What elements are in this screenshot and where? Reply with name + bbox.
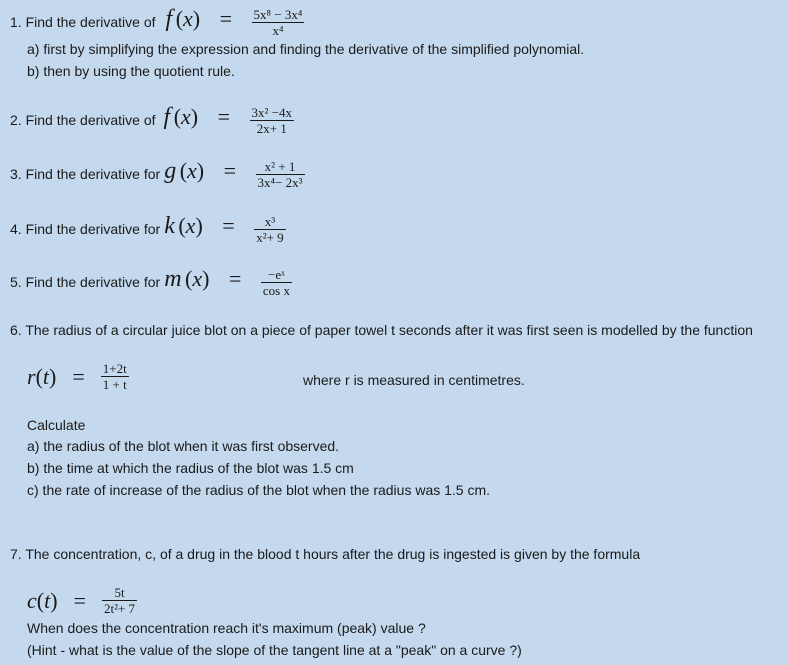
fraction [102,585,137,616]
function-variable: x [183,6,193,31]
question-2 [10,104,294,136]
fraction-denominator: 1 + t [102,377,127,392]
question-5 [10,266,292,298]
question-4 [10,213,286,245]
question-1-part-a: a) first by simplifying the expression and finding the derivative of the simplified polynomial. [27,41,585,57]
question-6-calculate: Calculate [27,417,86,433]
question-1-formula: f (x) = $\frac{\text{5x⁸ − 3x⁴}}{\text{x⁴}}$ [165,6,303,39]
question-6-formula: r ( t ) = $\frac{1+2t}{1 + t}$ [27,361,127,392]
question-3-formula: g (x) = $\frac{\text{x² + 1}}{\text{3x⁴− 2x³}}$ [164,158,303,191]
fraction-numerator: 1+2t [102,361,127,376]
question-6-part-b: b) the time at which the radius of the blot was 1.5 cm [27,460,354,476]
function-variable: x [181,104,191,129]
question-2-formula: f (x) = $\frac{\text{3x² −4x}}{2x+ 1}$ [163,104,293,137]
fraction [256,159,305,190]
question-1-prompt: 1. Find the derivative of [10,14,156,31]
question-1 [10,6,304,38]
function-variable: t [42,363,50,389]
question-3 [10,158,305,190]
fraction-numerator: −eˣ [267,267,285,283]
question-6-unit-note: where r is measured in centimetres. [303,372,525,388]
fraction [254,214,285,245]
question-3-prompt: 3. Find the derivative for [10,166,161,183]
fraction-denominator: x⁴ [272,23,284,39]
question-6-intro: 6. The radius of a circular juice blot on a piece of paper towel t seconds after it was first seen is modelled by the function [10,322,753,338]
question-7-intro: 7. The concentration, c, of a drug in the blood t hours after the drug is ingested is given by the formula [10,546,641,562]
question-1-part-b: b) then by using the quotient rule. [27,63,235,79]
fraction-numerator: x² + 1 [264,159,296,175]
function-name: f [163,104,171,130]
function-variable: x [185,213,196,238]
fraction-denominator: cos x [262,283,290,299]
question-4-formula: k (x) = $\frac{\text{x³}}{\text{x²+ 9}}$ [164,213,284,246]
question-7-question: When does the concentration reach it's maximum (peak) value ? [27,620,426,636]
question-6-part-c: c) the rate of increase of the radius of the blot when the radius was 1.5 cm. [27,482,491,498]
question-6-part-a: a) the radius of the blot when it was first observed. [27,438,340,454]
function-name: k [164,213,175,239]
fraction [261,267,292,298]
function-variable: x [187,158,197,183]
function-name: f [165,6,173,32]
question-7-formula: c ( t ) = $\frac{5t}{\text{2t²+ 7}}$ [27,585,136,616]
question-5-formula: m (x) = $\frac{\text{−eˣ}}{\text{cos x}}$ [164,266,290,299]
fraction-denominator: 2x+ 1 [256,121,287,137]
function-name: c [27,587,37,613]
fraction-numerator: 5t [114,585,125,600]
fraction-numerator: 3x² −4x [251,105,293,121]
fraction-denominator: 2t²+ 7 [103,601,136,616]
fraction-denominator: x²+ 9 [256,230,284,246]
fraction-denominator: 3x⁴− 2x³ [257,175,303,191]
function-variable: t [44,587,51,613]
question-4-prompt: 4. Find the derivative for [10,221,161,238]
function-name: g [164,158,177,184]
function-variable: x [192,266,203,291]
question-7-hint: (Hint - what is the value of the slope of the tangent line at a "peak" on a curve ?) [27,642,522,658]
fraction [250,105,294,136]
fraction [101,361,129,392]
function-name: m [164,266,182,292]
question-2-prompt: 2. Find the derivative of [10,112,156,129]
fraction-numerator: x³ [264,214,276,230]
fraction [252,7,305,38]
fraction-numerator: 5x⁸ − 3x⁴ [253,7,303,23]
question-5-prompt: 5. Find the derivative for [10,274,161,291]
function-name: r [27,363,36,389]
